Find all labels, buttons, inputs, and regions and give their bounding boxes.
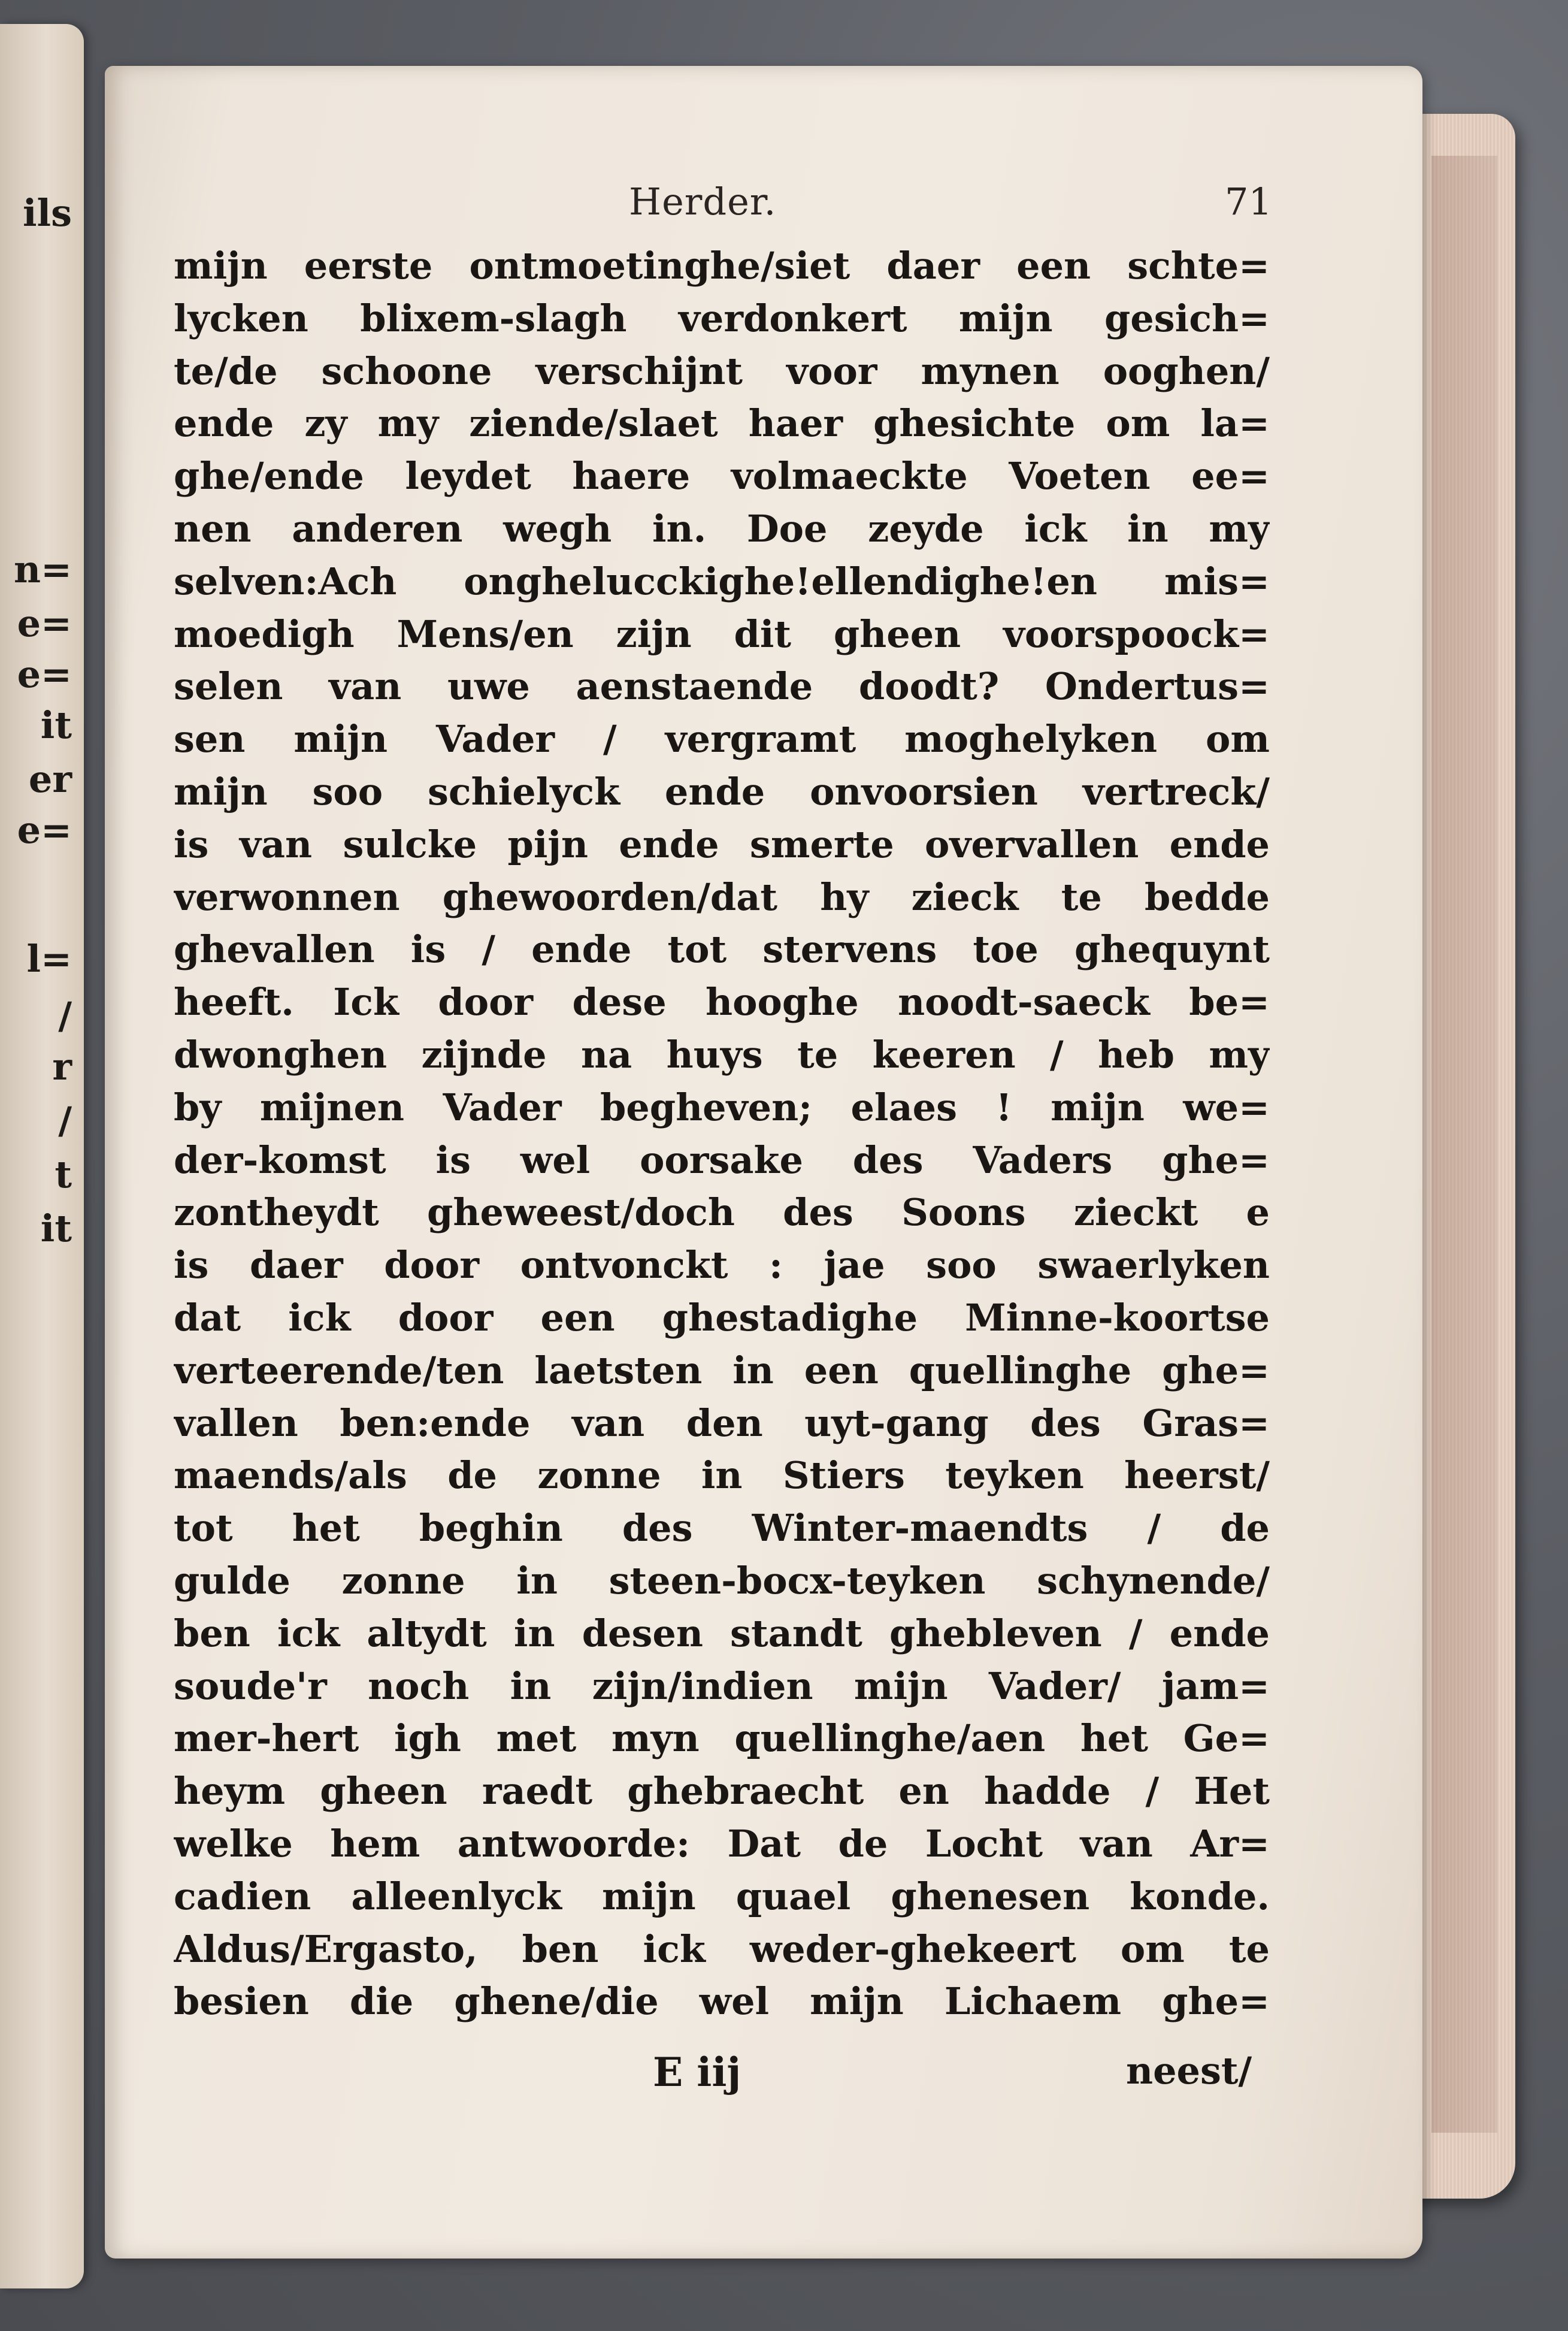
text-line: tot het beghin des Winter-maendts / de (174, 1506, 1270, 1550)
text-line: besien die ghene/die wel mijn Lichaem ghe= (174, 1979, 1270, 2024)
text-line: welke hem antwoorde: Dat de Locht van Ar= (174, 1821, 1270, 1866)
left-page-fragment: er (28, 757, 72, 801)
text-line: moedigh Mens/en zijn dit gheen voorspoock= (174, 612, 1270, 656)
text-line: mer-hert igh met myn quellinghe/aen het Ge= (174, 1716, 1270, 1761)
text-line: lycken blixem-slagh verdonkert mijn gesich= (174, 296, 1270, 340)
left-page-fragment: it (40, 1207, 72, 1250)
text-line: heeft. Ick door dese hooghe noodt-saeck be= (174, 980, 1270, 1024)
text-line: is van sulcke pijn ende smerte overvallen ende (174, 822, 1270, 866)
text-line: der-komst is wel oorsake des Vaders ghe= (174, 1138, 1270, 1182)
left-page-fragment: l= (26, 937, 72, 981)
text-line: selen van uwe aenstaende doodt? Ondertus= (174, 664, 1270, 709)
left-page-fragment: / (58, 994, 72, 1038)
left-page-fragment: e= (17, 652, 72, 696)
text-line: selven:Ach onghelucckighe!ellendighe!en mis= (174, 559, 1270, 603)
text-line: dwonghen zijnde na huys te keeren / heb my (174, 1032, 1270, 1077)
left-page-fragment: n= (13, 548, 72, 591)
text-line: soude'r noch in zijn/indien mijn Vader/ jam= (174, 1664, 1270, 1708)
catchword: neest/ (1126, 2049, 1252, 2093)
text-line: zontheydt gheweest/doch des Soons zieckt e (174, 1190, 1270, 1235)
text-line: gulde zonne in steen-bocx-teyken schynende/ (174, 1558, 1270, 1603)
text-line: dat ick door een ghestadighe Minne-koortse (174, 1295, 1270, 1340)
text-line: cadien alleenlyck mijn quael ghenesen konde. (174, 1874, 1270, 1918)
left-page-fragment: / (58, 1099, 72, 1142)
text-line: mijn eerste ontmoetinghe/siet daer een schte= (174, 244, 1270, 288)
running-head: Herder. (629, 180, 777, 223)
text-line: ben ick altydt in desen standt ghebleven / ende (174, 1611, 1270, 1655)
text-line: verwonnen ghewoorden/dat hy zieck te bedde (174, 875, 1270, 919)
left-page-fragment: t (55, 1153, 72, 1196)
left-page-fragment: e= (17, 808, 72, 852)
text-line: te/de schoone verschijnt voor mynen ooghen/ (174, 349, 1270, 393)
left-page-fragment: ils (22, 191, 72, 235)
body-text (174, 240, 1270, 2028)
page-block-shadow (1431, 156, 1497, 2133)
text-line: sen mijn Vader / vergramt moghelyken om (174, 717, 1270, 761)
text-line: by mijnen Vader begheven; elaes ! mijn we= (174, 1085, 1270, 1129)
left-page-edge (0, 24, 84, 2288)
text-line: Aldus/Ergasto, ben ick weder-ghekeert om te (174, 1927, 1270, 1971)
text-line: maends/als de zonne in Stiers teyken heerst/ (174, 1453, 1270, 1498)
text-line: verteerende/ten laetsten in een quellinghe ghe= (174, 1348, 1270, 1392)
left-page-fragment: e= (17, 601, 72, 645)
text-line: ende zy my ziende/slaet haer ghesichte om la= (174, 401, 1270, 446)
left-page-fragment: it (40, 703, 72, 747)
text-line: is daer door ontvonckt : jae soo swaerlyken (174, 1243, 1270, 1287)
text-line: mijn soo schielyck ende onvoorsien vertreck/ (174, 769, 1270, 814)
text-line: vallen ben:ende van den uyt-gang des Gras= (174, 1401, 1270, 1445)
left-page-fragment: r (52, 1045, 72, 1089)
signature-mark: E iij (653, 2049, 741, 2096)
text-line: ghevallen is / ende tot stervens toe ghequynt (174, 927, 1270, 972)
text-line: heym gheen raedt ghebraecht en hadde / Het (174, 1769, 1270, 1813)
text-line: nen anderen wegh in. Doe zeyde ick in my (174, 506, 1270, 551)
page-number: 71 (1225, 180, 1272, 223)
text-line: ghe/ende leydet haere volmaeckte Voeten ee= (174, 454, 1270, 498)
